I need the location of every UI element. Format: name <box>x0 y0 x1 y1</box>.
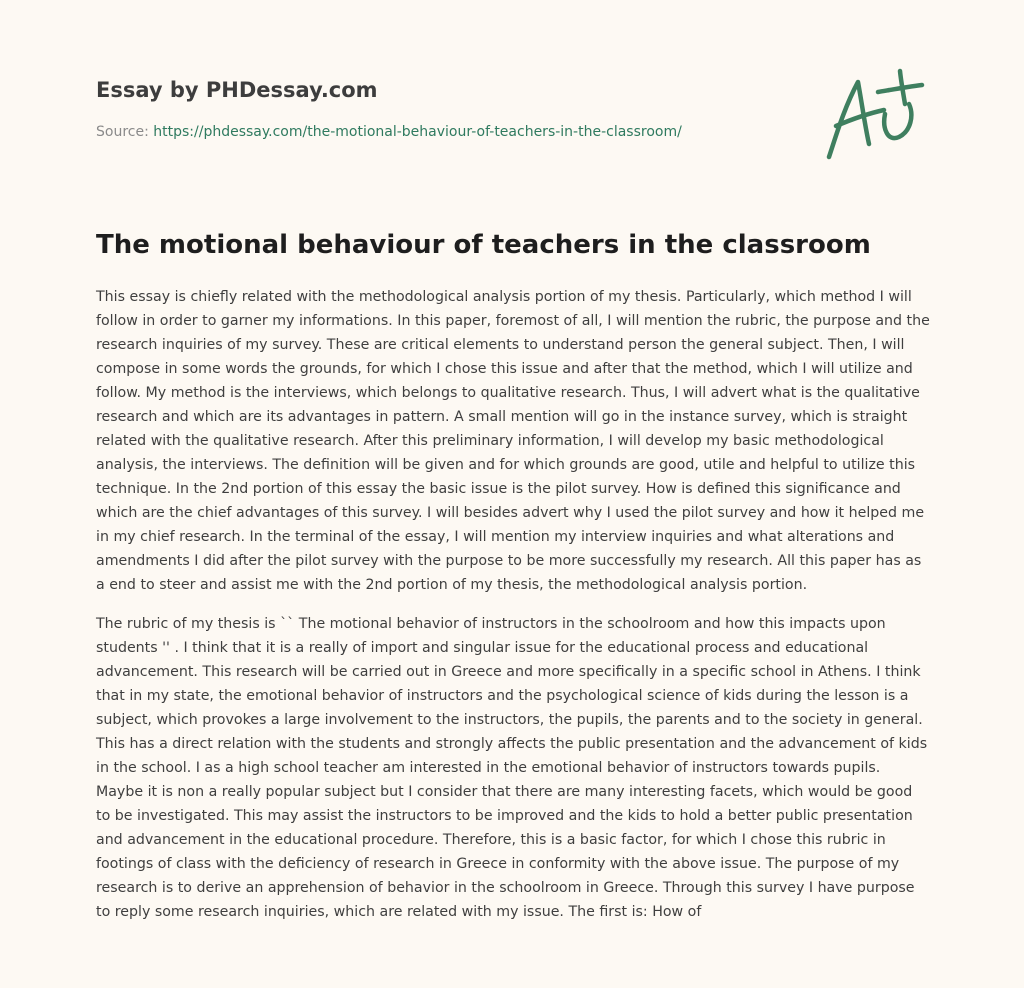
article-paragraph: This essay is chiefly related with the methodological analysis portion of my thesis. Particularly, which method I will follow in order to garner my informations. In this paper, foremost of all, I will mention the rubric, the purpose and the research inquiries of my survey. These are critical elements to understand person the general subject. Then, I will compose in some words the grounds, for which I chose this issue and after that the method, which I will utilize and follow. My method is the interviews, which belongs to qualitative research. Thus, I will advert what is the qualitative research and which are its advantages in pattern. A small mention will go in the instance survey, which is straight related with the qualitative research. After this preliminary information, I will develop my basic methodological analysis, the interviews. The definition will be given and for which grounds are good, utile and helpful to utilize this technique. In the 2nd portion of this essay the basic issue is the pilot survey. How is defined this significance and which are the chief advantages of this survey. I will besides advert why I used the pilot survey and how it helped me in my chief research. In the terminal of the essay, I will mention my interview inquiries and what alterations and amendments I did after the pilot survey with the purpose to be more successfully my research. All this paper has as a end to steer and assist me with the 2nd portion of my thesis, the methodological analysis portion. <box>96 289 930 593</box>
article-paragraph: The rubric of my thesis is `` The motional behavior of instructors in the schoolroom and how this impacts upon students '' . I think that it is a really of import and singular issue for the educational process and educational advancement. This research will be carried out in Greece and more specifically in a specific school in Athens. I think that in my state, the emotional behavior of instructors and the psychological science of kids during the lesson is a subject, which provokes a large involvement to the instructors, the pupils, the parents and to the society in general. This has a direct relation with the students and strongly affects the public presentation and the advancement of kids in the school. I as a high school teacher am interested in the emotional behavior of instructors towards pupils. Maybe it is non a really popular subject but I consider that there are many interesting facets, which would be good to be investigated. This may assist the instructors to be improved and the kids to hold a better public presentation and advancement in the educational procedure. Therefore, this is a basic factor, for which I chose this rubric in footings of class with the deficiency of research in Greece in conformity with the above issue. The purpose of my research is to derive an apprehension of behavior in the schoolroom in Greece. Through this survey I have purpose to reply some research inquiries, which are related with my issue. The first is: How of <box>96 616 928 920</box>
essay-header <box>96 76 796 141</box>
source-link[interactable]: https://phdessay.com/the-motional-behaviour-of-teachers-in-the-classroom/ <box>153 124 682 140</box>
source-label: Source: <box>96 124 149 140</box>
site-brand: Essay by PHDessay.com <box>96 78 378 102</box>
article-body <box>96 285 931 939</box>
source-line <box>96 123 796 141</box>
article-title: The motional behaviour of teachers in the classroom <box>96 230 871 260</box>
a-plus-logo-icon <box>822 66 926 164</box>
